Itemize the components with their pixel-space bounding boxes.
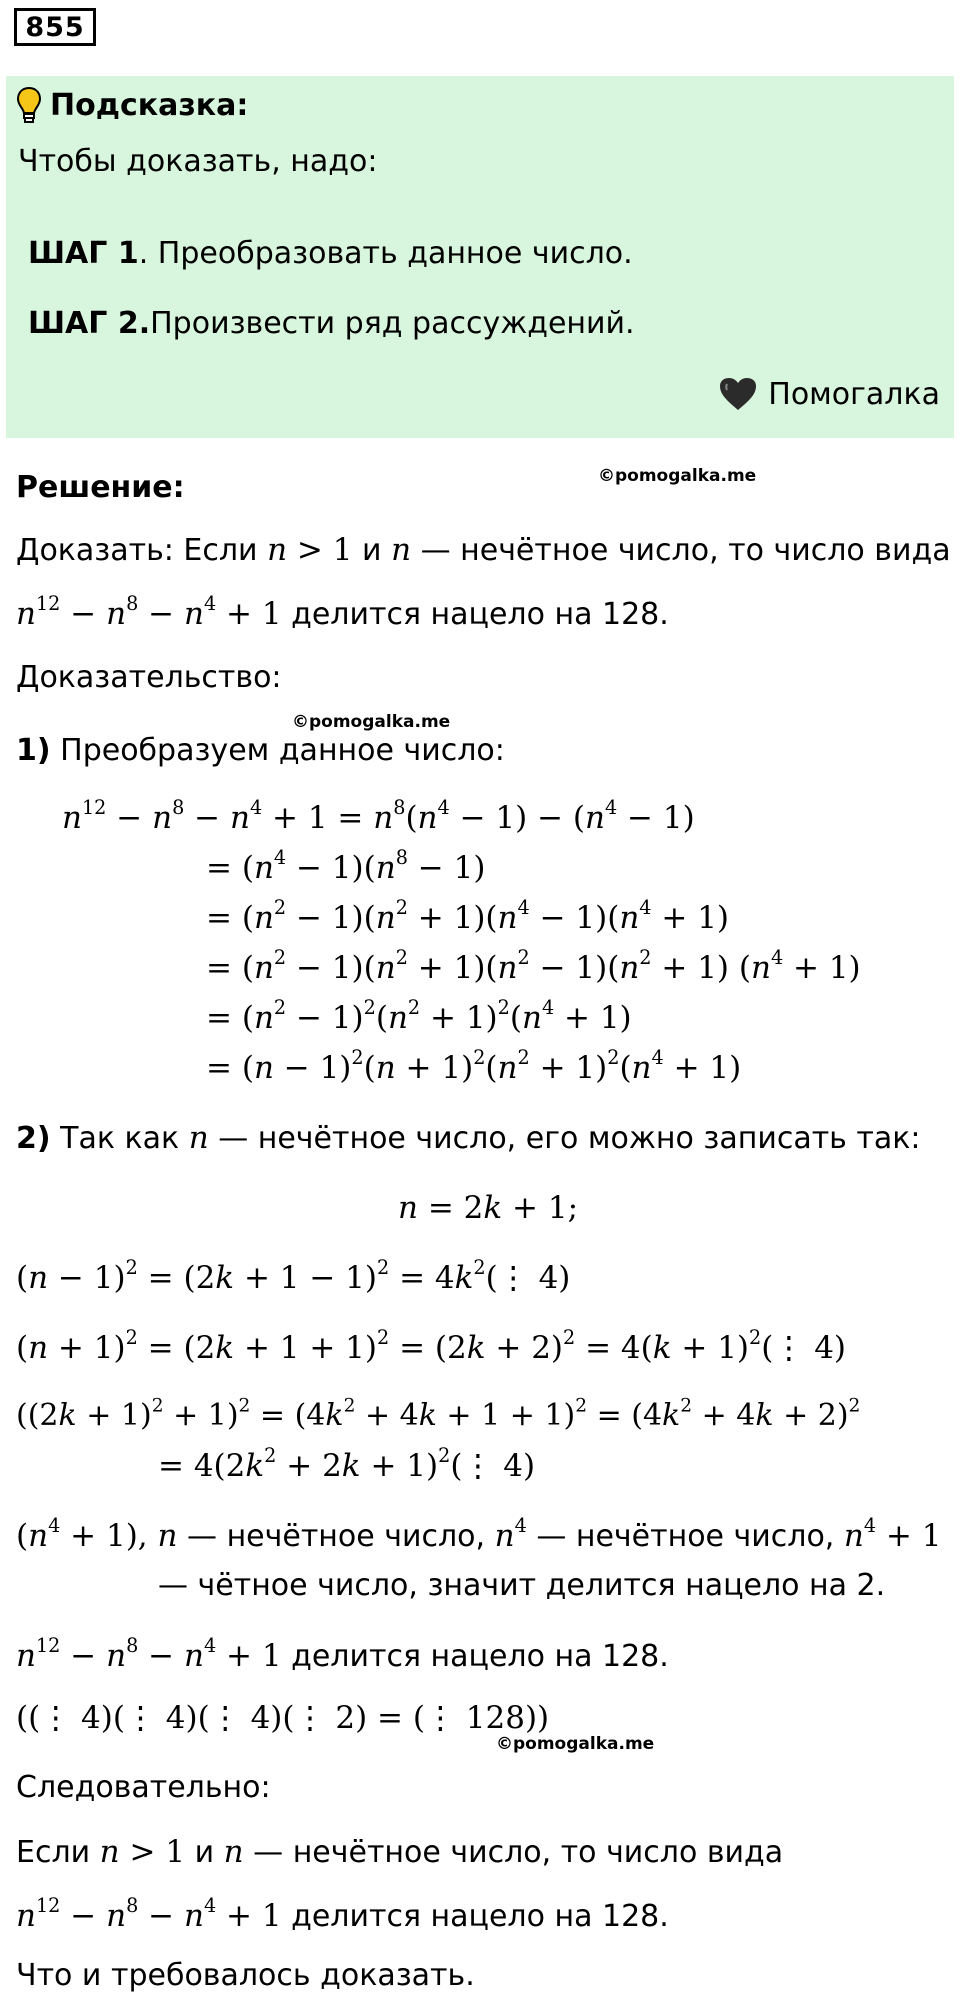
watermark-2: ©pomogalka.me (292, 712, 451, 732)
step1-num: 1) (16, 733, 51, 768)
math-n-minus-1-sq: $(n - 1)^2 = (2k + 1 - 1)^2$ = $4k^2(⋮$ 4) (16, 1256, 571, 1296)
math-n-step2: n (188, 1120, 209, 1156)
math-expression: $n^{12} - n^8 - n^4 + 1$ (16, 592, 282, 632)
and-word: и (362, 533, 382, 568)
math-n4-plus-1: $(n^4 + 1)$, n (16, 1514, 178, 1554)
odd-reasoning (16, 1514, 942, 1554)
math-n4-plus-1-b: $n^4 + 1$ (843, 1514, 942, 1554)
hint-step2 (28, 306, 635, 341)
solution-heading: Решение: (16, 470, 185, 505)
math-expression-2: $n^{12} - n^8 - n^4 + 1$ (16, 1634, 282, 1674)
odd-phrase: — нечётное число, то число вида (420, 533, 951, 568)
step1-text: Преобразуем данное число: (60, 733, 505, 768)
math-n-eq-2k1: n = 2k + 1; (398, 1190, 579, 1226)
math-expression-3: $n^{12} - n^8 - n^4 + 1$ (16, 1894, 282, 1934)
odd-text-1: — нечётное число, (187, 1519, 486, 1554)
conclusion-statement (16, 1834, 783, 1870)
math-n-plus-1-sq: $(n + 1)^2 = (2k + 1 + 1)^2 = (2k + 2)^2 = 4(k$ + $1)^2(⋮$ 4) (16, 1326, 847, 1366)
step2-text-a: Так как (60, 1121, 180, 1156)
math-n2-plus-1-sq: $((2k + 1)^2 + 1)^2 = (4k^2 + 4k + 1 + 1)^2 = (4k^2 + 4k + 2)^2$ (16, 1395, 861, 1433)
math-line-2: = $(n^4 - 1)(n^8 - 1)$ (206, 846, 486, 886)
prove-prefix: Доказать: Если (16, 533, 258, 568)
math-n2-plus-1-sq-cont: = $4(2k^2 + 2k$ + $1)^2(⋮$ 4) (158, 1444, 536, 1484)
hint-step2-text: Произвести ряд рассуждений. (150, 306, 635, 341)
hint-step1-text: . Преобразовать данное число. (138, 236, 633, 271)
and-word-2: и (194, 1835, 215, 1870)
prove-statement (16, 532, 951, 568)
divides-text-2: делится нацело на 128. (291, 1639, 669, 1674)
conclusion-label: Следовательно: (16, 1770, 271, 1805)
math-n4: $n^4$ (494, 1514, 527, 1554)
hint-step1-label: ШАГ 1 (28, 236, 139, 271)
even-reasoning: — чётное число, значит делится нацело на 2. (158, 1568, 886, 1603)
math-divisibility-product: ((⋮ 4)(⋮ 4)(⋮ 4)(⋮ 2) = (⋮ 128)) (16, 1700, 550, 1736)
watermark-3: ©pomogalka.me (496, 1734, 655, 1754)
math-n-b: n (223, 1834, 244, 1870)
brand-text: Помогалка (768, 376, 940, 412)
divides-statement-3 (16, 1894, 669, 1934)
math-line-6: = $(n - 1)^2(n + 1)^2(n^2 + 1)^2(n^4 + 1)$ (206, 1046, 742, 1086)
qed: Что и требовалось доказать. (16, 1958, 475, 1993)
math-line-3: = $(n^2 - 1)(n^2 + 1)(n^4 - 1)(n^4 + 1)$ (206, 896, 730, 936)
step2-text-b: — нечётное число, его можно записать так: (218, 1121, 921, 1156)
math-line-4: = $(n^2 - 1)(n^2 + 1)(n^2 - 1)(n^2 + 1) (n^4 + 1)$ (206, 946, 861, 986)
if-word: Если (16, 1835, 91, 1870)
step2-num: 2) (16, 1121, 51, 1156)
step1-heading (16, 733, 505, 768)
lightbulb-icon (16, 86, 42, 124)
odd-phrase-2: — нечётное число, то число вида (253, 1835, 784, 1870)
divides-text-3: делится нацело на 128. (291, 1899, 669, 1934)
math-n-gt-1-b: n > 1 (99, 1834, 186, 1870)
odd-text-2: — нечётное число, (536, 1519, 835, 1554)
hint-step1 (28, 236, 633, 271)
math-n: n (391, 532, 412, 568)
task-number: 855 (14, 8, 96, 46)
hint-title (16, 86, 248, 124)
math-line-1: $n^{12} - n^8 - n^4 + 1 = n^8(n^4 - 1) - (n^4 - 1)$ (62, 796, 695, 836)
hint-step2-label: ШАГ 2. (28, 306, 151, 341)
hint-intro: Чтобы доказать, надо: (18, 144, 378, 179)
watermark-1: ©pomogalka.me (598, 466, 757, 486)
divides-text: делится нацело на 128. (291, 597, 669, 632)
step2-heading (16, 1120, 920, 1156)
math-line-5: = $(n^2 - 1)^2(n^2 + 1)^2(n^4 + 1)$ (206, 996, 632, 1036)
hint-title-text: Подсказка: (50, 87, 249, 123)
hint-box (6, 76, 954, 438)
brand (718, 376, 940, 412)
divides-statement-2 (16, 1634, 669, 1674)
proof-label: Доказательство: (16, 660, 282, 695)
divides-statement-1 (16, 592, 669, 632)
math-n-gt-1: n > 1 (267, 532, 353, 568)
heart-icon (718, 376, 758, 412)
